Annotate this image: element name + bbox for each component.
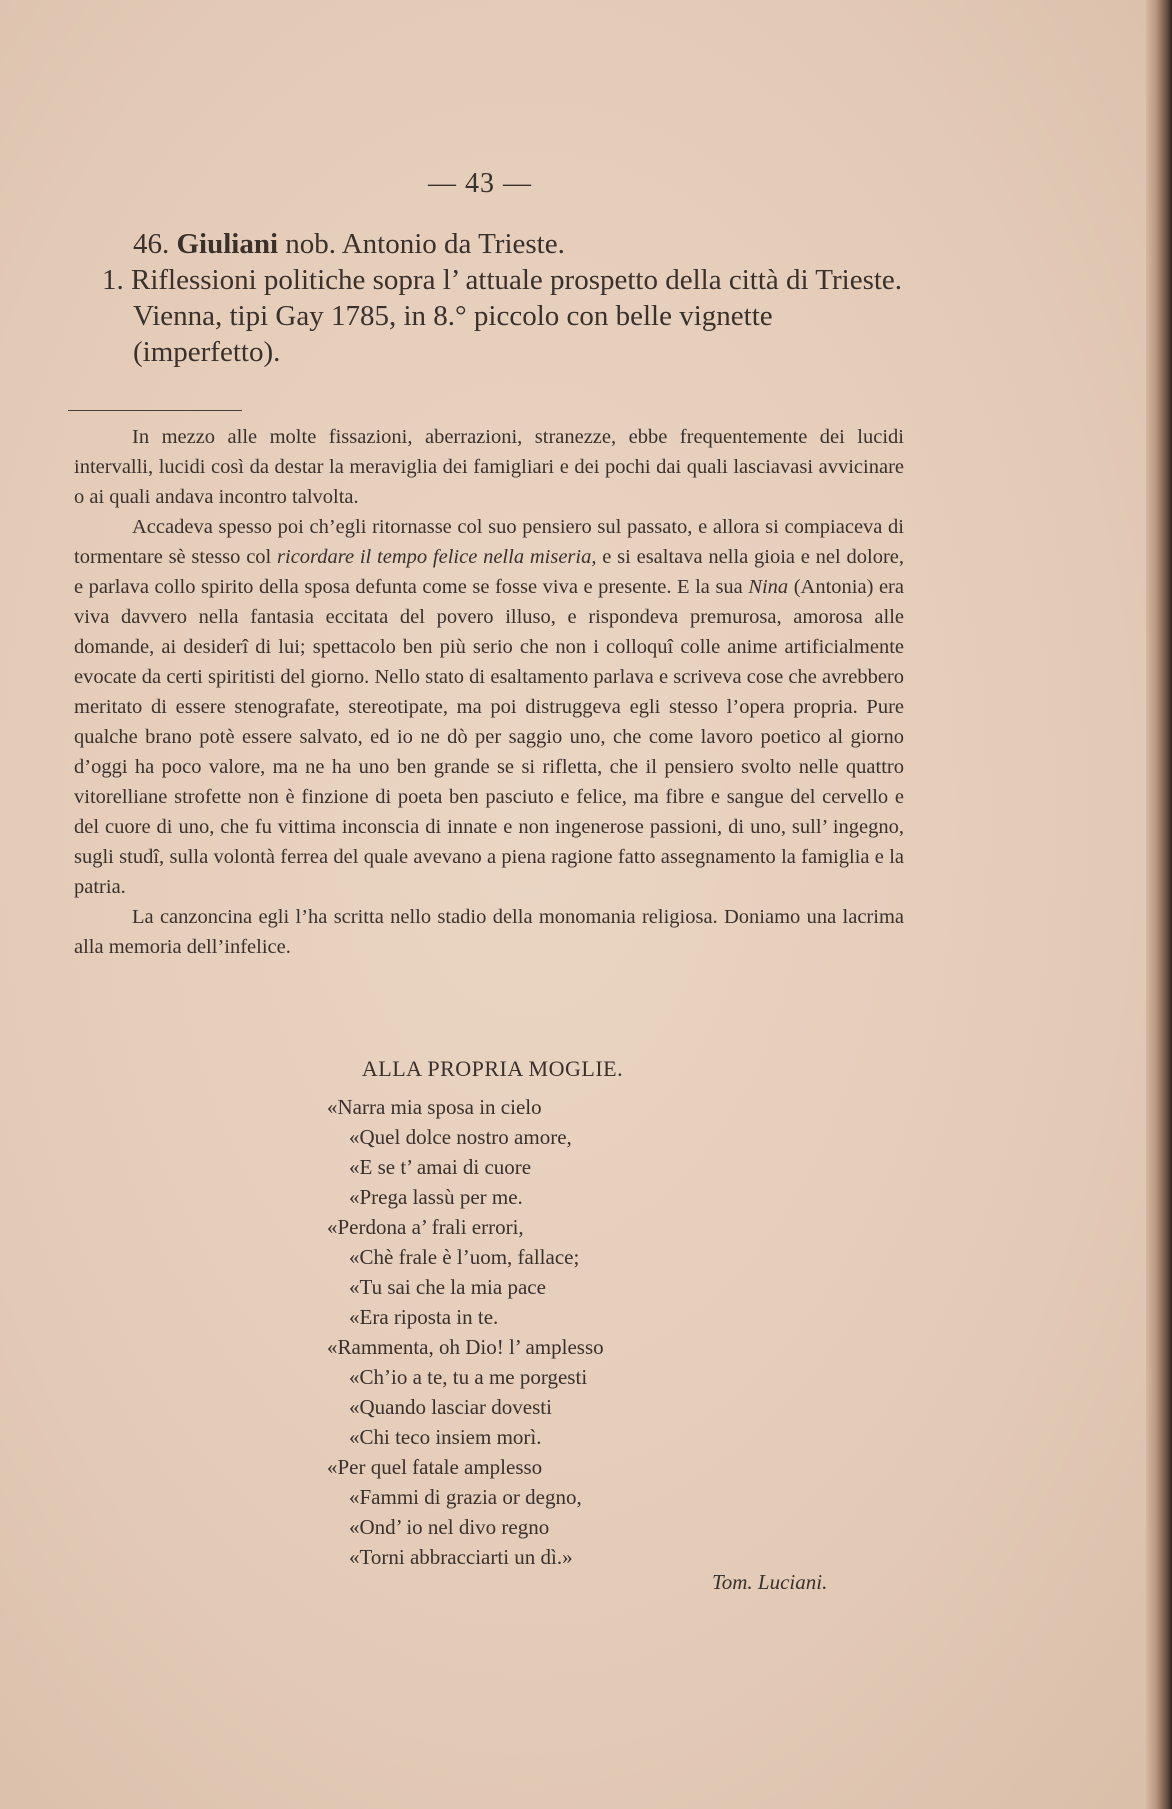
item-marker: 1. <box>102 264 124 296</box>
poem-line: «Fammi di grazia or degno, <box>349 1485 582 1509</box>
entry-heading <box>70 226 920 262</box>
poem-line: «Perdona a’ frali errori, <box>327 1215 524 1239</box>
poem-line: «Ond’ io nel divo regno <box>349 1515 550 1539</box>
entry-number: 46. <box>133 228 170 260</box>
poem-line: «Ch’io a te, tu a me porgesti <box>349 1365 588 1389</box>
poem-line: «Quel dolce nostro amore, <box>349 1125 572 1149</box>
footnote-italic-phrase: ricordare il tempo felice nella miseria, <box>277 546 597 568</box>
item-text: Riflessioni politiche sopra l’ attuale prospetto della città di Trieste. Vienna, tipi Gay 1785, in 8.° piccolo con belle vignette (imperfetto). <box>131 264 903 368</box>
footnote-text: Accadeva spesso poi ch’egli ritornasse col suo pensiero sul passato, e allora si compiaceva di tormentare sè stesso col <box>74 516 904 568</box>
entry-rest: nob. Antonio da Trieste. <box>278 228 565 260</box>
poem-title: ALLA PROPRIA MOGLIE. <box>361 1056 624 1081</box>
footnote-text: (Antonia) era viva davvero nella fantasia eccitata del povero illuso, e rispondeva premurosa, amorosa alle domande, ai desiderî di lui; spettacolo ben più serio che non i colloquî colle anime artificialmente evocate da certi spiritisti del giorno. Nello stato di esaltamento parlava e scriveva cose che avrebbero meritato di essere stenografate, stereotipate, ma poi distruggeva egli stesso l’opera propria. Pure qualche brano potè essere salvato, ed io ne dò per saggio uno, che come lavoro poetico al giorno d’oggi ha poco valore, ma ne ha uno ben grande se si rifletta, che il pensiero svolto nelle quattro vitorelliane strofette non è finzione di poeta ben pasciuto e felice, ma fibre e sangue del cervello e del cuore di uno, che fu vittima inconscia di innate e non ingenerose passioni, di uno, sull’ ingegno, sugli studî, sulla volontà ferrea del quale avevano a piena ragione fatto assegnamento la famiglia e la patria. <box>74 576 904 898</box>
entry-name: Giuliani <box>176 228 279 260</box>
poem-line: «Chè frale è l’uom, fallace; <box>349 1245 580 1269</box>
footnote-paragraph-1: In mezzo alle molte fissazioni, aberrazioni, stranezze, ebbe frequentemente dei lucidi intervalli, lucidi così da destar la meraviglia dei famigliari e dei pochi dai quali lasciavasi avvicinare o ai quali andava incontro talvolta. <box>74 426 904 508</box>
poem-line: «Per quel fatale amplesso <box>327 1455 543 1479</box>
catalog-entry <box>70 226 920 370</box>
entry-item <box>70 262 920 370</box>
poem-line: «E se t’ amai di cuore <box>349 1155 532 1179</box>
footnote <box>74 422 904 962</box>
page-edge-shadow <box>1146 0 1172 1809</box>
poem-line: «Narra mia sposa in cielo <box>327 1095 542 1119</box>
poem-line: «Torni abbracciarti un dì.» <box>349 1545 573 1569</box>
footnote-rule <box>68 410 242 411</box>
footnote-paragraph-3: La canzoncina egli l’ha scritta nello stadio della monomania religiosa. Doniamo una lacrima alla memoria dell’infelice. <box>74 906 904 958</box>
footnote-paragraph-2 <box>74 512 904 902</box>
poem-line: «Prega lassù per me. <box>349 1185 523 1209</box>
poem-line: «Era riposta in te. <box>349 1305 499 1329</box>
poem-line: «Quando lasciar dovesti <box>349 1395 552 1419</box>
footnote-italic-name: Nina <box>748 576 789 598</box>
poem-line: «Chi teco insiem morì. <box>349 1425 542 1449</box>
page-number: — 43 — <box>428 168 532 199</box>
signature: Tom. Luciani. <box>712 1570 828 1594</box>
footnote-text: e si esaltava nella gioia e nel dolore, e parlava collo spirito della sposa defunta come se fosse viva e presente. E la sua <box>74 546 904 598</box>
poem-line: «Tu sai che la mia pace <box>349 1275 546 1299</box>
poem <box>327 1092 604 1572</box>
poem-line: «Rammenta, oh Dio! l’ amplesso <box>327 1335 604 1359</box>
